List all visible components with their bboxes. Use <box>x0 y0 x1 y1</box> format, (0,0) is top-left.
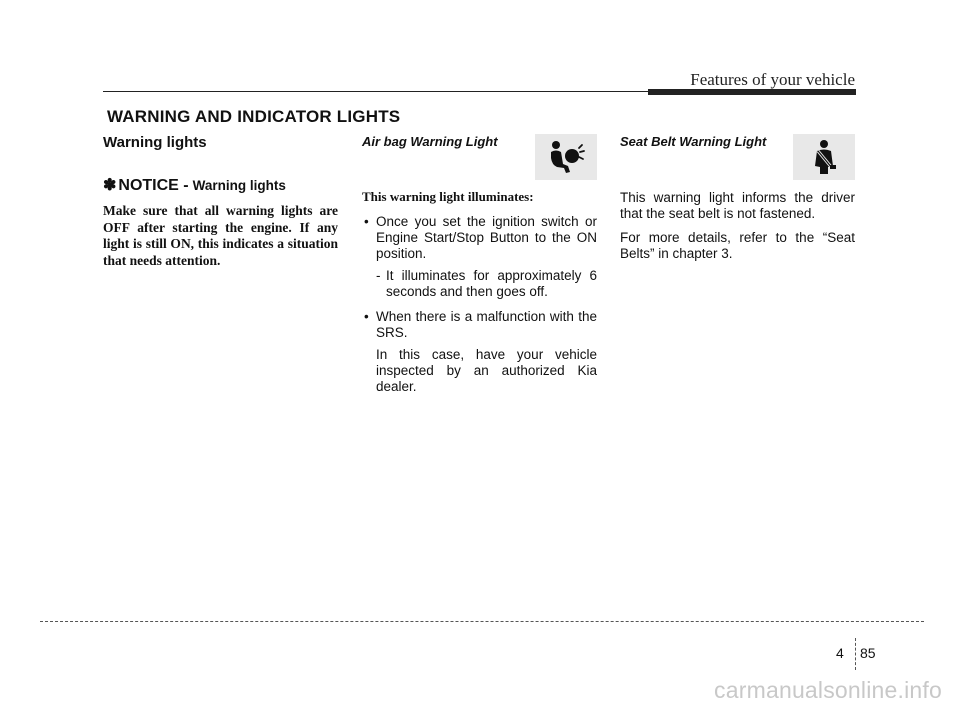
airbag-bullet-1-text: Once you set the ignition switch or Engine Start/Stop Button to the ON position. <box>376 214 597 261</box>
airbag-heading: Air bag Warning Light <box>362 134 498 149</box>
watermark: carmanualsonline.info <box>714 677 942 703</box>
airbag-icon-svg <box>546 138 586 176</box>
seat-belt-heading: Seat Belt Warning Light <box>620 134 767 149</box>
airbag-bullet-2-followup: In this case, have your vehicle inspected by an authorized Kia dealer. <box>376 347 597 394</box>
dash-mark: - <box>376 268 381 283</box>
airbag-bullet-2-text: When there is a malfunction with the SRS. <box>376 309 597 340</box>
column-warning-lights <box>103 132 338 269</box>
notice-label: NOTICE - <box>118 177 189 194</box>
footer-rule <box>40 621 924 622</box>
notice-body: Make sure that all warning lights are OFF after starting the engine. If any light is still ON, this indicates a situation that needs attention. <box>103 203 338 268</box>
notice-heading <box>103 175 338 195</box>
warning-lights-heading: Warning lights <box>103 134 207 151</box>
column-seat-belt-warning <box>620 132 855 262</box>
seat-belt-icon <box>793 134 855 180</box>
airbag-dash-1 <box>362 268 597 300</box>
seat-belt-para-1: This warning light informs the driver that the seat belt is not fastened. <box>620 190 855 221</box>
notice-subtitle: Warning lights <box>192 178 286 193</box>
airbag-lead: This warning light illuminates: <box>362 189 534 204</box>
footer-vertical-rule <box>855 638 856 670</box>
airbag-icon <box>535 134 597 180</box>
seat-belt-icon-svg <box>804 138 844 176</box>
header-title: Features of your vehicle <box>690 70 855 89</box>
airbag-bullet-2 <box>362 309 597 341</box>
airbag-bullet-1 <box>362 214 597 262</box>
notice-star-icon: ✽ <box>103 177 117 194</box>
airbag-dash-1-text: It illuminates for approximately 6 seconds and then goes off. <box>386 268 597 299</box>
column-airbag-warning <box>362 132 597 395</box>
header-rule <box>103 91 648 92</box>
section-title: WARNING AND INDICATOR LIGHTS <box>107 107 401 126</box>
chapter-number: 4 <box>836 645 844 661</box>
seat-belt-para-2: For more details, refer to the “Seat Belts” in chapter 3. <box>620 230 855 261</box>
page-number: 85 <box>860 645 876 661</box>
header-bar <box>648 89 856 95</box>
bullet-dot-icon: • <box>364 214 369 229</box>
bullet-dot-icon: • <box>364 309 369 324</box>
